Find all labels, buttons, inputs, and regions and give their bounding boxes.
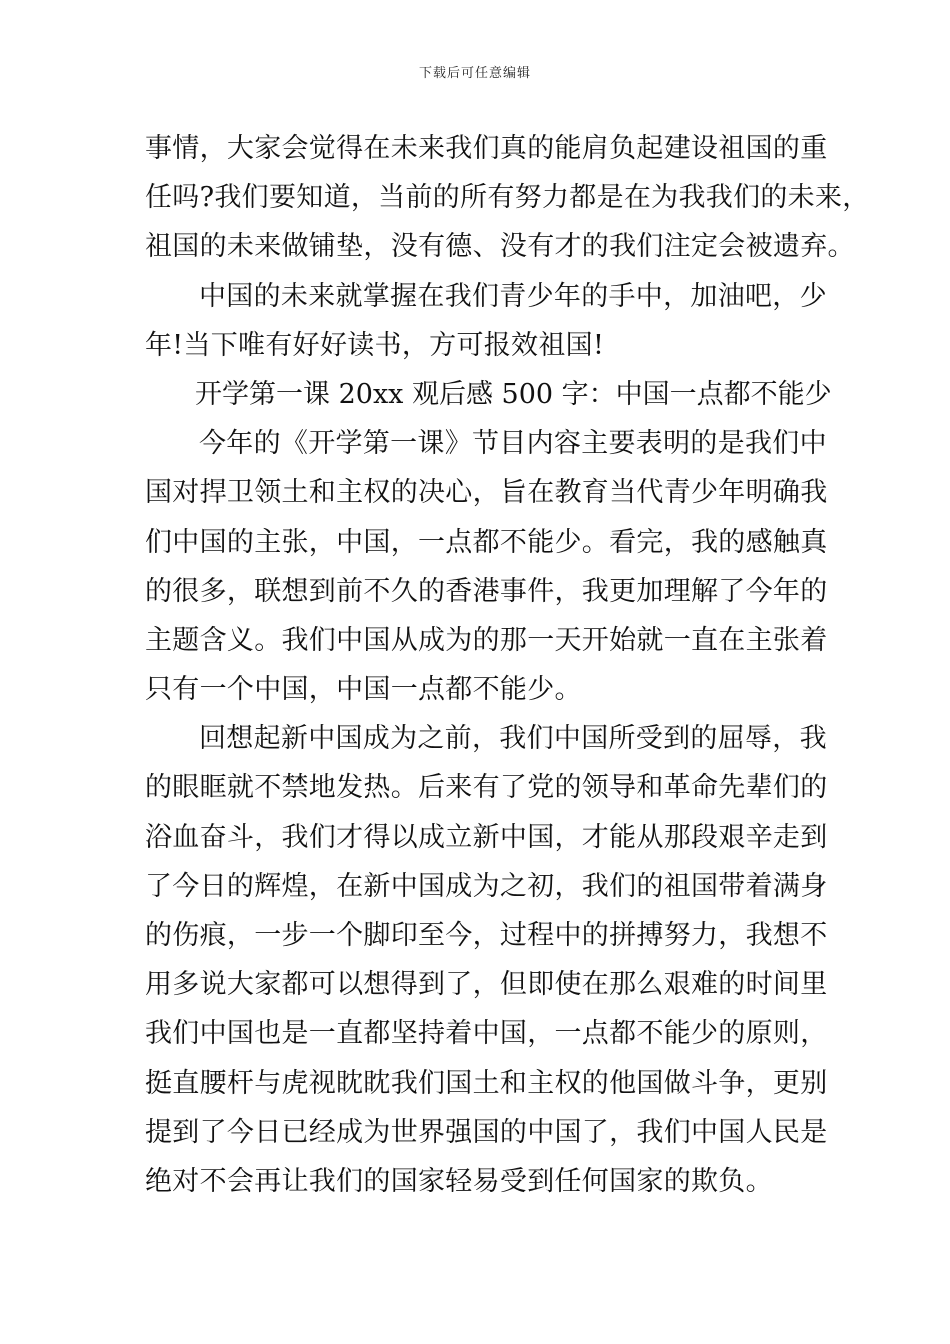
text-line: 的眼眶就不禁地发热。后来有了党的领导和革命先辈们的	[145, 772, 828, 804]
text-line: 事情，大家会觉得在未来我们真的能肩负起建设祖国的重	[145, 133, 828, 164]
paragraph-start-line: 回想起新中国成为之前，我们中国所受到的屈辱，我	[199, 723, 827, 755]
text-line: 国对捍卫领土和主权的决心，旨在教育当代青少年明确我	[145, 477, 828, 509]
text-line: 们中国的主张，中国，一点都不能少。看完，我的感触真	[145, 526, 828, 558]
text-line: 主题含义。我们中国从成为的那一天开始就一直在主张着	[145, 624, 828, 656]
section-subtitle: 开学第一课 20xx 观后感 500 字：中国一点都不能少	[195, 378, 832, 410]
text-line: 我们中国也是一直都坚持着中国，一点都不能少的原则，	[145, 1018, 828, 1050]
text-line: 用多说大家都可以想得到了，但即使在那么艰难的时间里	[145, 969, 828, 1001]
document-body	[145, 124, 870, 1206]
text-line: 了今日的辉煌，在新中国成为之初，我们的祖国带着满身	[145, 870, 828, 902]
text-line: 的很多，联想到前不久的香港事件，我更加理解了今年的	[145, 575, 828, 607]
text-line: 提到了今日已经成为世界强国的中国了，我们中国人民是	[145, 1116, 828, 1148]
text-line: 祖国的未来做铺垫，没有德、没有才的我们注定会被遗弃。	[145, 231, 855, 263]
text-line: 的伤痕，一步一个脚印至今，过程中的拼搏努力，我想不	[145, 920, 828, 951]
page-header-note: 下载后可任意编辑	[418, 66, 531, 81]
text-line: 任吗?我们要知道，当前的所有努力都是在为我我们的未来，	[145, 182, 870, 214]
text-line: 年!当下唯有好好读书，方可报效祖国!	[145, 329, 605, 361]
text-line: 浴血奋斗，我们才得以成立新中国，才能从那段艰辛走到	[145, 821, 828, 853]
text-line: 挺直腰杆与虎视眈眈我们国土和主权的他国做斗争，更别	[145, 1067, 828, 1099]
paragraph-start-line: 今年的《开学第一课》节目内容主要表明的是我们中	[199, 428, 827, 460]
text-line: 只有一个中国，中国一点都不能少。	[145, 674, 582, 706]
paragraph-start-line: 中国的未来就掌握在我们青少年的手中，加油吧，少	[199, 280, 827, 312]
text-line: 绝对不会再让我们的国家轻易受到任何国家的欺负。	[145, 1165, 773, 1197]
